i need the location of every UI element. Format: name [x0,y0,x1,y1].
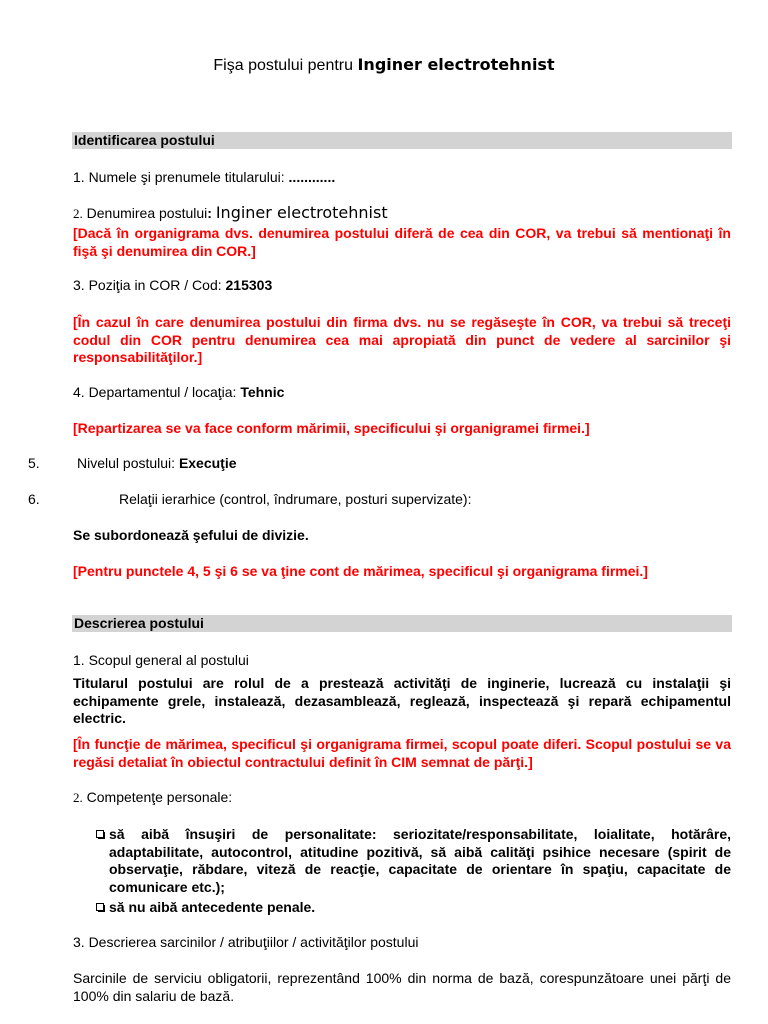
checkbox-bullet-icon [96,903,104,911]
item-6-number: 6. [28,491,40,507]
job-purpose-text: Titularul postului are rolul de a prestează activităţi de inginerie, lucrează cu instalaţii şi echipamente grele, instalează, dezasamblează, reglează, inspectează şi repară echipamentul electric. [73,675,731,726]
document-title [0,55,768,75]
checkbox-bullet-icon [96,830,104,838]
item-4-note: [Repartizarea se va face conform mărimii, specificului şi organigramei firmei.] [73,420,590,436]
competence-bullet: să aibă însuşiri de personalitate: seriozitate/responsabilitate, loialitate, hotărâre, adaptabilitate, autocontrol, atitudine pozitivă, să aibă calităţi psihice necesare (spirit de observaţie, răbdare, viteză de reacţie, capacitate de orientare în spaţiu, capacitate de comunicare etc.); [96,826,731,896]
desc-item-3-tasks-label: 3. Descrierea sarcinilor / atribuţiilor / activităţilor postului [73,934,419,950]
note-items-4-5-6: [Pentru punctele 4, 5 şi 6 se va ţine cont de mărimea, specificul şi organigrama firmei.] [73,563,648,579]
item-4-department: 4. Departamentul / locaţia: Tehnic [73,384,285,400]
tasks-text: Sarcinile de serviciu obligatorii, reprezentând 100% din norma de bază, corespunzătoare unei părţi de 100% din salariu de bază. [73,970,731,1004]
item-3-cor-code: 3. Poziţia in COR / Cod: 215303 [73,277,273,293]
title-job: Inginer electrotehnist [357,55,555,74]
competence-bullet: să nu aibă antecedente penale. [96,899,731,917]
item-1-name: 1. Numele şi prenumele titularului: ............ [73,169,336,185]
item-2-job-title: 2. Denumirea postului: Inginer electrotehnist [73,203,388,222]
item-3-note: [În cazul în care denumirea postului din firma dvs. nu se regăseşte în COR, va trebui să treceţi codul din COR pentru denumirea cea mai apropiată din punct de vedere al sarcinilor şi responsabilităţilor.] [73,314,731,365]
section-heading-identification: Identificarea postului [72,132,732,149]
section-heading-description: Descrierea postului [72,615,732,632]
item-2-note: [Dacă în organigrama dvs. denumirea postului diferă de cea din COR, va trebui să mentionaţi în fişă şi denumirea din COR.] [73,225,731,259]
item-5-number: 5. [28,455,40,471]
item-6-relations: Relaţii ierarhice (control, îndrumare, posturi supervizate): [119,491,472,507]
item-5-level: Nivelul postului: Execuţie [77,455,237,471]
subordinate-text: Se subordonează şefului de divizie. [73,527,309,543]
job-purpose-note: [În funcţie de mărimea, specificul şi organigrama firmei, scopul poate diferi. Scopul postului se va regăsi detaliat în obiectul contractului definit în CIM semnat de părţi.] [73,736,731,770]
title-prefix: Fişa postului pentru [213,57,358,74]
desc-item-1-label: 1. Scopul general al postului [73,652,249,668]
desc-item-2-competences: 2. Competenţe personale: [73,789,233,805]
